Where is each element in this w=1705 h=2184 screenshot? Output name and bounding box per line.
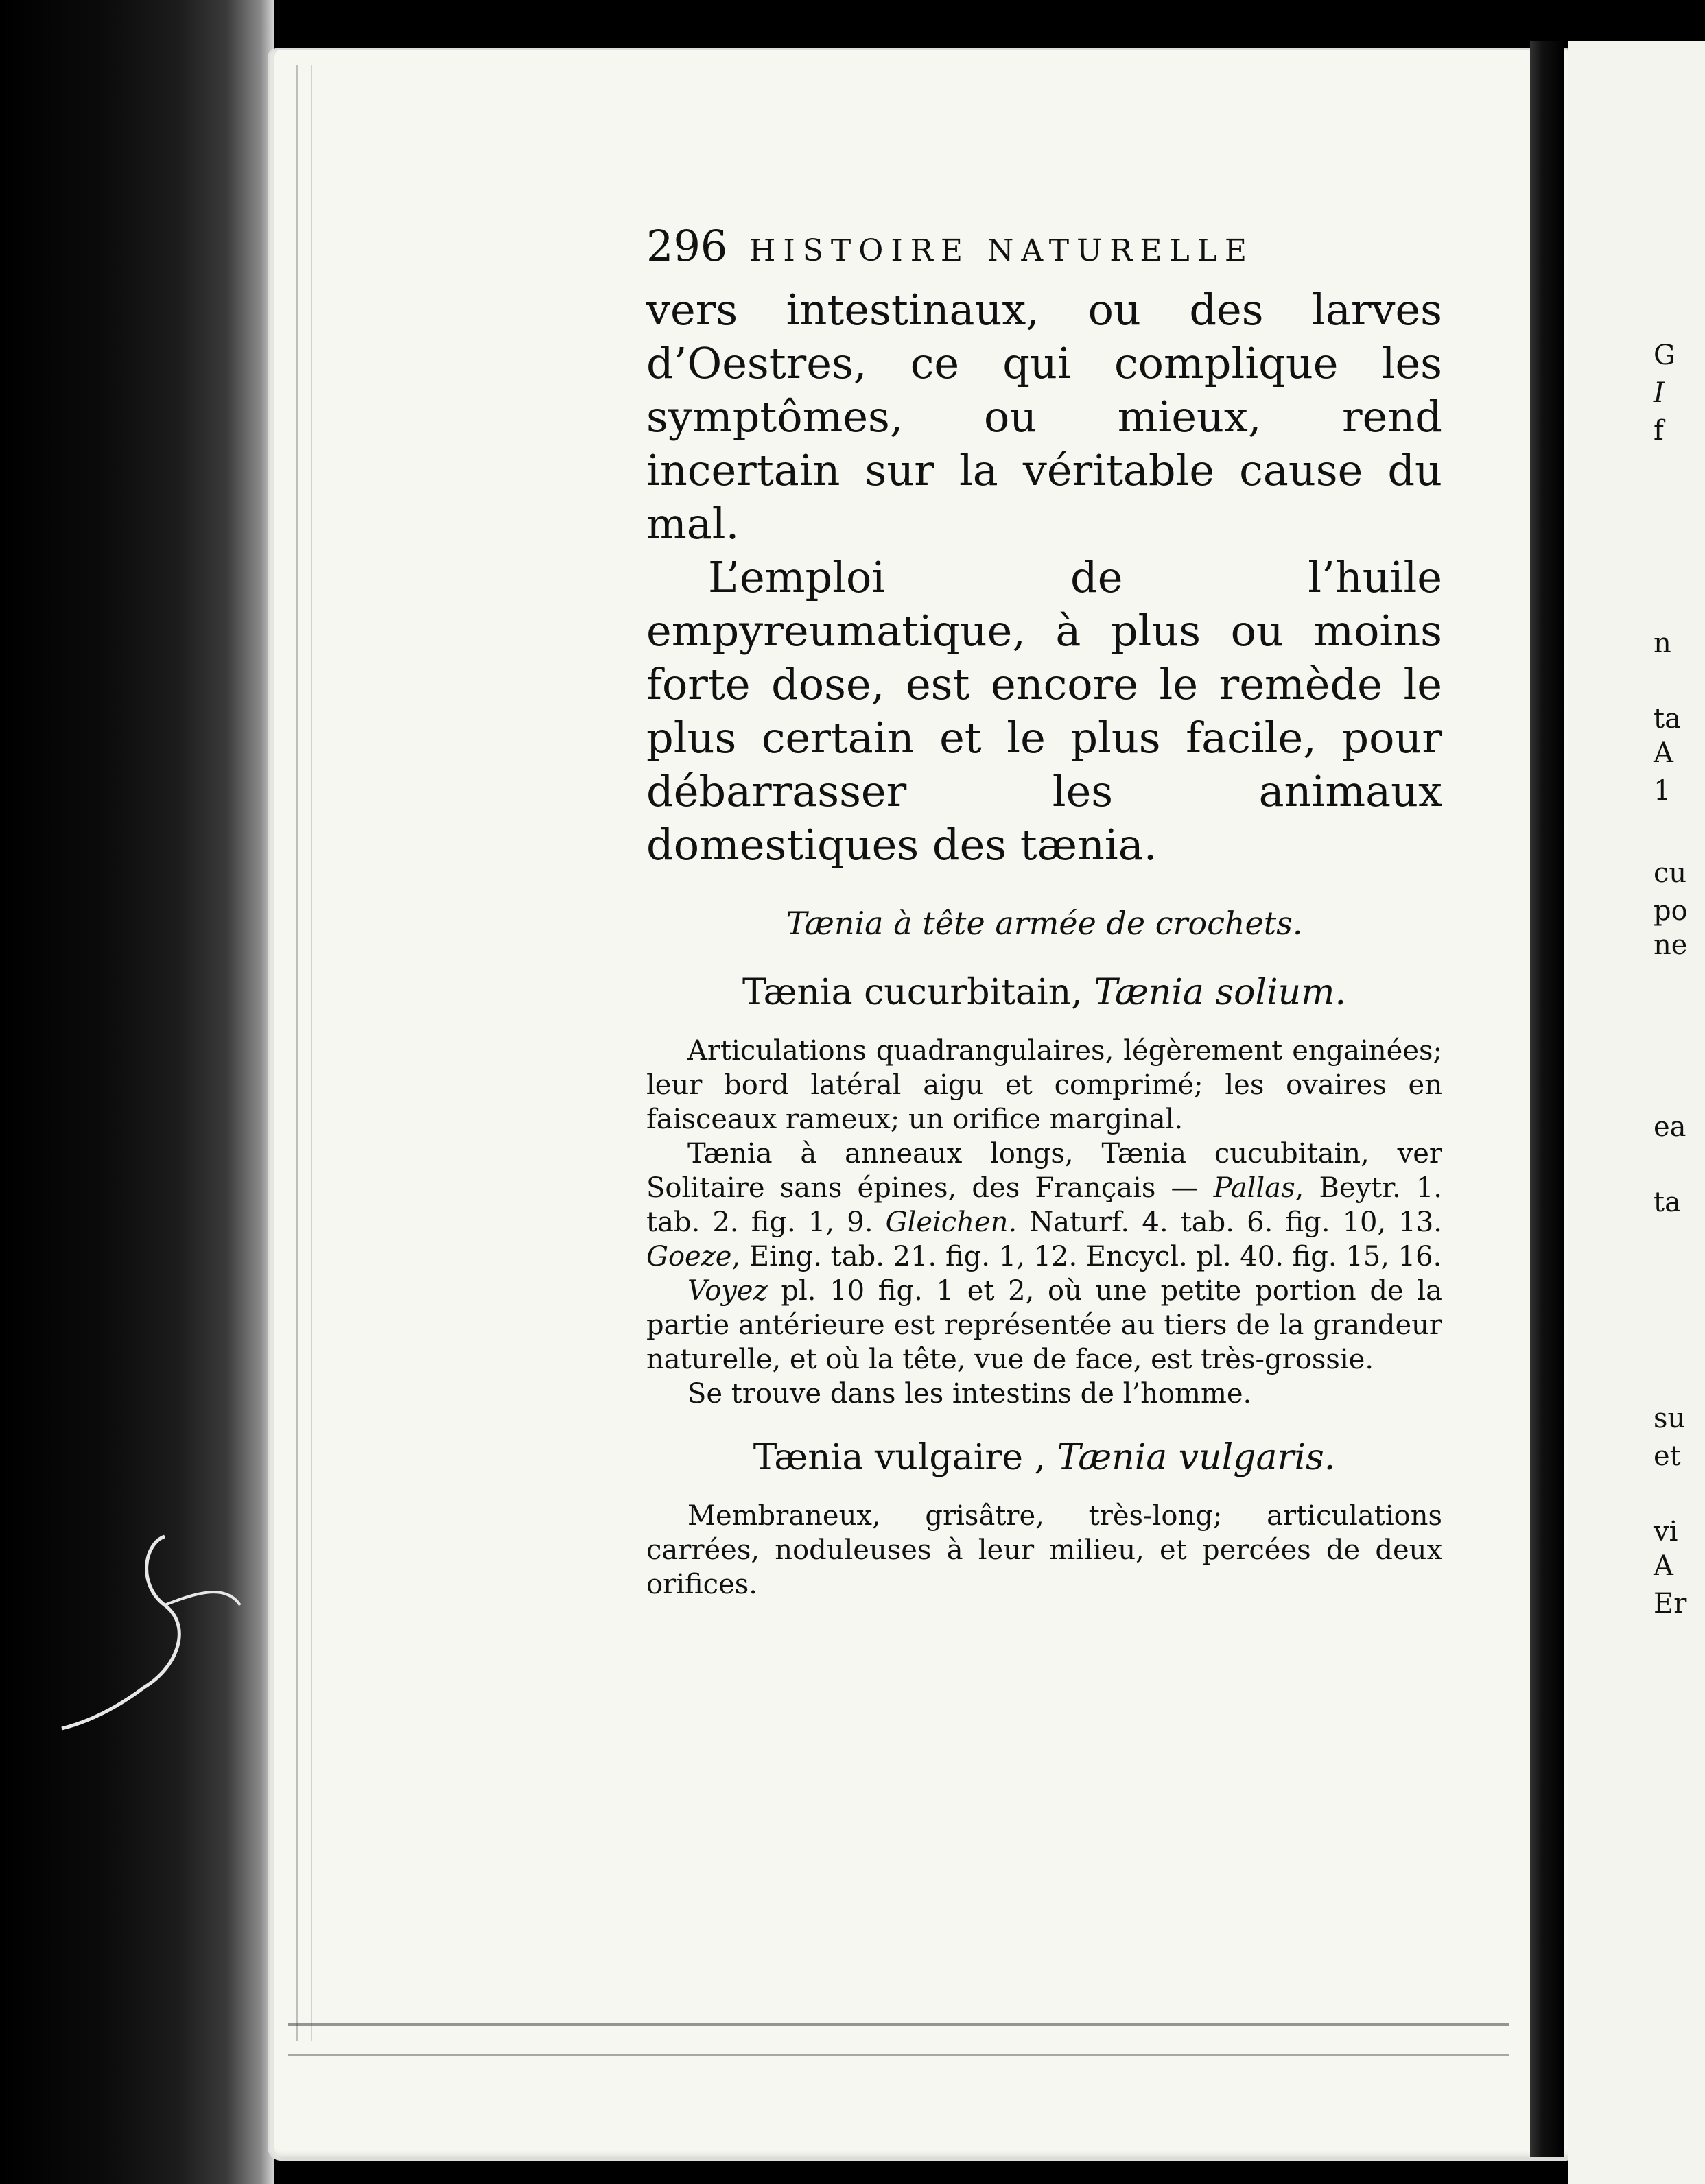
synonyms-text: , Eing. tab. 21. fig. 1, 12. Encycl. pl. 40. fig. 15, 16. <box>731 1241 1442 1272</box>
facing-fragment: ea <box>1654 1111 1686 1143</box>
species-common-name: Tænia cucurbitain, <box>742 972 1083 1013</box>
facing-fragment: po <box>1654 895 1688 927</box>
facing-fragment: et <box>1654 1440 1681 1472</box>
facing-fragment: I <box>1654 377 1665 409</box>
page-content <box>646 221 1442 1602</box>
page-edge-bottom <box>288 2023 1509 2056</box>
facing-fragment: A <box>1654 737 1673 769</box>
species-common-name: Tænia vulgaire , <box>753 1437 1046 1478</box>
page-number: 296 <box>646 221 728 271</box>
species-description: Membraneux, grisâtre, très-long; articulations carrées, noduleuses à leur milieu, et percées de deux orifices. <box>646 1500 1442 1600</box>
book-gutter-shadow <box>0 0 274 2184</box>
facing-fragment: ta <box>1654 1187 1681 1218</box>
synonyms-text: , Beytr. 1. tab. 2. fig. 1, 9. <box>646 1172 1442 1238</box>
plate-reference <box>646 1274 1442 1377</box>
facing-fragment: vi <box>1654 1516 1678 1547</box>
plate-note: pl. 10 fig. 1 et 2, où une petite portion de la partie antérieure est représentée au tiers de la grandeur naturelle, et où la tête, vue de face, est très-grossie. <box>646 1275 1442 1375</box>
running-head <box>646 221 1442 271</box>
section-heading: Tænia à tête armée de crochets. <box>786 905 1303 942</box>
page-edge-left <box>296 65 312 2041</box>
facing-fragment: ne <box>1654 929 1688 961</box>
voyez-label: Voyez <box>687 1275 768 1307</box>
facing-fragment: Er <box>1654 1588 1687 1619</box>
species-title-solium <box>646 972 1442 1013</box>
spacer <box>646 1411 1442 1437</box>
facing-fragment: f <box>1654 415 1664 447</box>
page-fold <box>1530 41 1564 2157</box>
species-title-vulgaris <box>646 1437 1442 1478</box>
facing-fragment: G <box>1654 340 1675 371</box>
species-latin-name: Tænia solium. <box>1094 972 1347 1013</box>
paragraph-continuation: vers intestinaux, ou des larves d’Oestres, ce qui complique les symptômes, ou mieux, rend incertain sur la véritable cause du mal. <box>646 285 1442 549</box>
running-title: HISTOIRE NATURELLE <box>749 233 1255 268</box>
species-synonyms <box>646 1137 1442 1274</box>
synonyms-text: Naturf. 4. tab. 6. fig. 10, 13. <box>1029 1207 1443 1238</box>
species-habitat: Se trouve dans les intestins de l’homme. <box>687 1378 1252 1410</box>
author-gleichen: Gleichen. <box>885 1207 1018 1238</box>
paragraph-remedy: L’emploi de l’huile empyreumatique, à plus ou moins forte dose, est encore le remède le plus certain et le plus facile, pour débarrasser les animaux domestiques des tænia. <box>646 552 1442 870</box>
facing-fragment: su <box>1654 1403 1686 1434</box>
loose-thread-mark <box>62 1530 268 1763</box>
species-description: Articulations quadrangulaires, légèrement engainées; leur bord latéral aigu et comprimé; les ovaires en faisceaux rameux; un orifice marginal. <box>646 1035 1442 1135</box>
facing-fragment: cu <box>1654 857 1687 889</box>
facing-fragment: 1 <box>1654 775 1671 807</box>
facing-fragment: ta <box>1654 703 1681 735</box>
species-latin-name: Tænia vulgaris. <box>1057 1437 1336 1478</box>
synonyms-text: Tænia à anneaux longs, Tænia cucubitain, ver Solitaire sans épines, des Français — <box>646 1138 1442 1204</box>
facing-fragment: n <box>1654 628 1671 659</box>
author-goeze: Goeze <box>646 1241 732 1272</box>
facing-fragment: A <box>1654 1550 1673 1582</box>
author-pallas: Pallas <box>1213 1172 1295 1204</box>
